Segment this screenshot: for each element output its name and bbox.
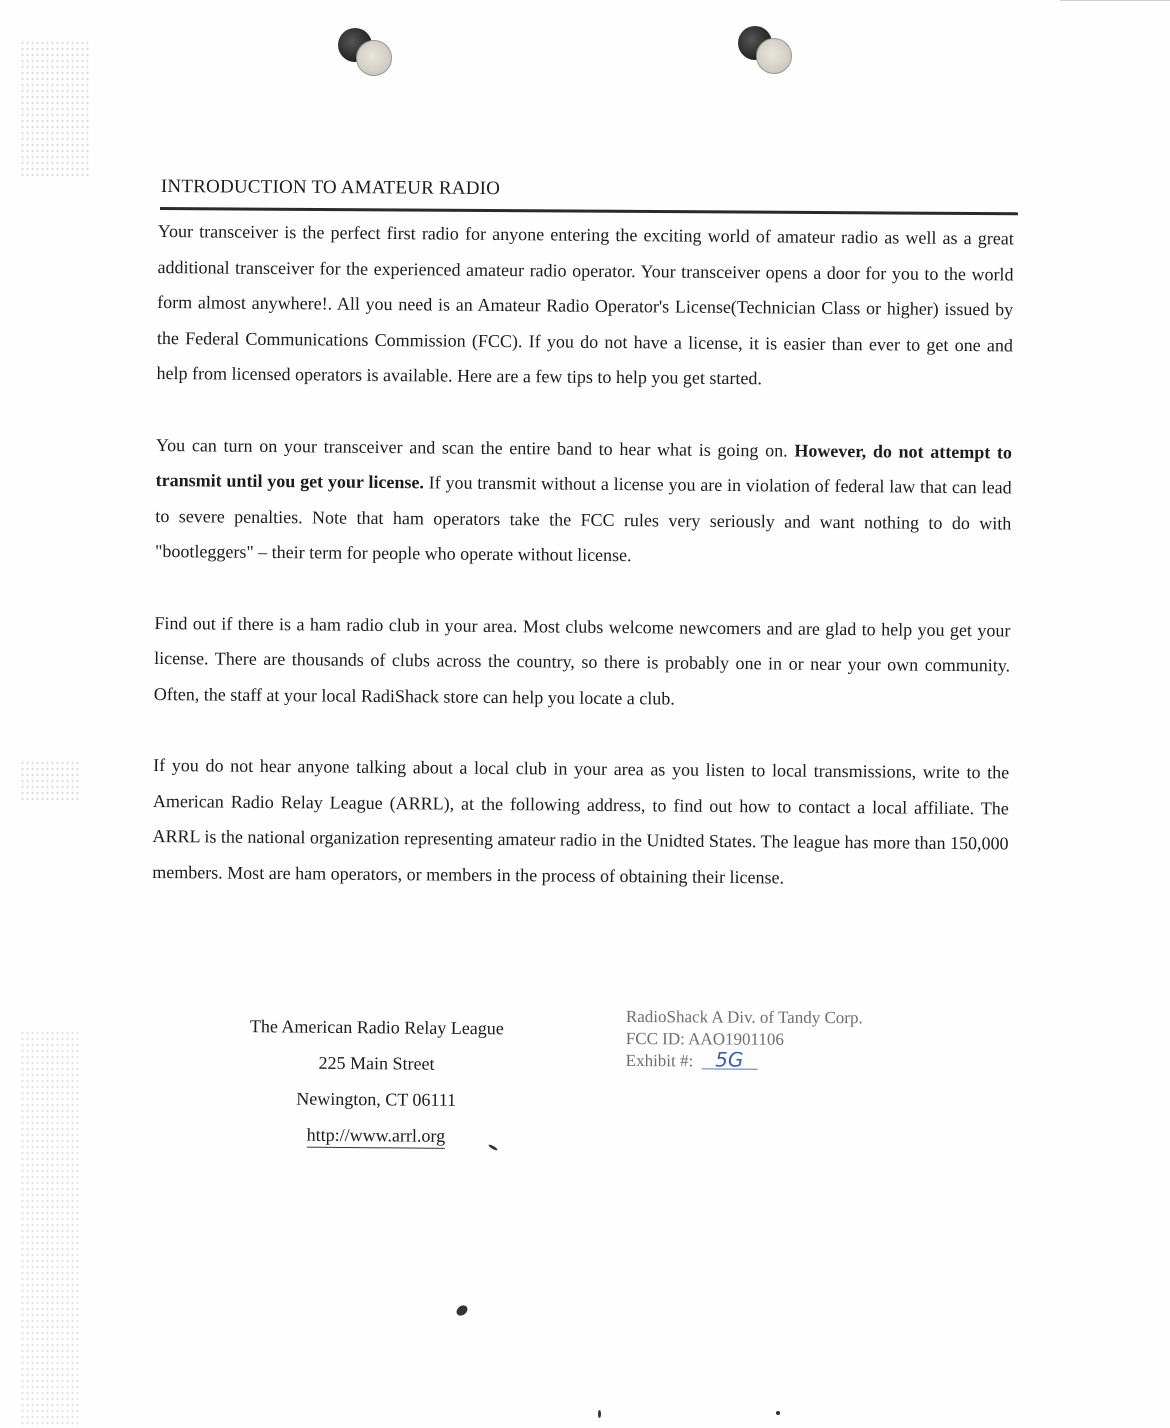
stamp-company: RadioShack A Div. of Tandy Corp. [625, 1007, 863, 1028]
arrl-website-link[interactable]: http://www.arrl.org [307, 1123, 446, 1149]
paragraph-intro [156, 214, 1014, 399]
paragraph-license-warning [155, 427, 1012, 576]
punch-hole-left [338, 28, 408, 84]
paragraph-ham-club [154, 605, 1011, 719]
paragraph-arrl [152, 748, 1009, 897]
stamp-fcc-id: FCC ID: AAO1901106 [625, 1028, 784, 1049]
fcc-exhibit-stamp [626, 1006, 863, 1073]
scan-speckle [20, 40, 90, 180]
address-street: 225 Main Street [318, 1052, 435, 1074]
ink-smudge [776, 1411, 780, 1415]
scan-speckle [20, 760, 80, 800]
punch-hole-paper [756, 38, 792, 74]
punch-hole-paper [356, 40, 392, 76]
stamp-exhibit-row [625, 1047, 863, 1073]
address-city: Newington, CT 06111 [296, 1088, 457, 1110]
paragraph-text: If you do not hear anyone talking about a local club in your area as you listen to local transmissions, write to the American Radio Relay League (ARRL), at the following address, to find out how to contact a local affiliate. The ARRL is the national organization representing amateur radio in the Unidted States. The league has more than 150,000 members. Most are ham operators, or members in the process of obtaining their license. [152, 754, 1010, 887]
scan-speckle [20, 1030, 80, 1428]
paragraph-bold-warning: However, do not attempt to transmit until you get your license. [155, 440, 1013, 493]
punch-hole-right [738, 26, 808, 82]
ink-smudge [455, 1303, 470, 1318]
stamp-exhibit-label: Exhibit #: [625, 1050, 694, 1071]
paragraph-text: Find out if there is a ham radio club in your area. Most clubs welcome newcomers and are glad to help you get your license. There are thousands of clubs across the country, so there is probably one in or near your own community. Often, the staff at your local RadiShack store can help you locate a club. [153, 612, 1011, 709]
address-name: The American Radio Relay League [249, 1016, 504, 1039]
arrl-address-block [231, 1008, 522, 1155]
scan-edge-line [1060, 0, 1170, 1]
ink-smudge [598, 1410, 601, 1418]
document-body [152, 214, 1014, 933]
title-underline-rule [160, 207, 1018, 215]
stamp-exhibit-handwritten-value: 5G [701, 1050, 757, 1069]
paragraph-text: You can turn on your transceiver and scan the entire band to hear what is going on. [155, 434, 795, 461]
paragraph-text: If you transmit without a license you are in violation of federal law that can lead to severe penalties. Note that ham operators take the FCC rules very seriously and want nothing to do with "bootleggers" – their term for people who operate without license. [154, 472, 1012, 566]
document-title: INTRODUCTION TO AMATEUR RADIO [160, 176, 501, 200]
paragraph-text: Your transceiver is the perfect first radio for anyone entering the exciting world of amateur radio as well as a great additional transceiver for the experienced amateur radio operator. Your transceiver opens a door for you to the world form almost anywhere!. All you need is an Amateur Radio Operator's License(Technician Class or higher) issued by the Federal Communications Commission (FCC). If you do not have a license, it is easier than ever to get one and help from licensed operators is available. Here are a few tips to help you get started. [156, 220, 1014, 389]
